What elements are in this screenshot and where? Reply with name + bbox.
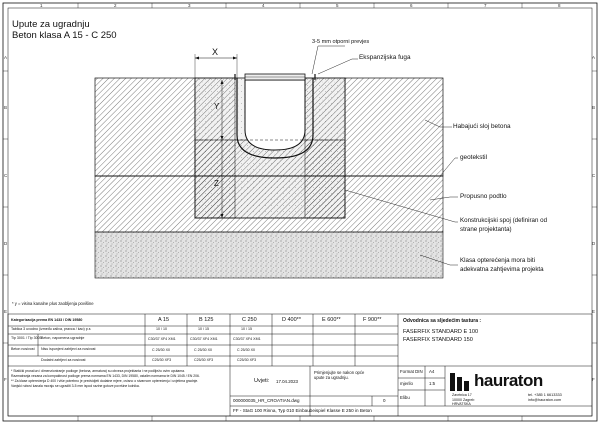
class-c250: C 250 [242,317,257,323]
grid-number-3: 3 [188,3,191,8]
grid-letter-e-right: E [592,309,596,314]
callout-load-class: Klasa opterećenja mora biti [460,257,535,264]
address-line-3: HRVATSKA [452,402,471,407]
company-logo-text: hauraton [474,371,543,390]
sheet-label: Elibu [400,395,410,400]
uvjeti-label: Uvjeti: [254,378,270,384]
scale-label: mjerilo [400,381,413,386]
format-label: Format DIN [400,369,423,374]
row-type-c: C30/37 XF4 XM1 [233,337,261,341]
row-dims-label: Tablica 3 uvodno (između zaliva, pravca / kao) p.s [11,327,91,331]
dim-x-label: X [212,47,219,57]
hauraton-logo-icon [450,373,472,391]
row-extra-sub: Dodatni zahtjevi za nosivost [41,358,86,362]
contact-email: info@hauraton.com [528,398,562,403]
products-title: Odvodnica sa sljedećim tastura : [403,318,482,324]
note-1: * Statički proračun i dimenzioniranje podloge (betona, armatura) su obveza projektanta i ne podliježu ovim uputama. [11,369,185,373]
class-b125: B 125 [199,317,214,323]
format-value: A4 [429,369,435,374]
grid-number-2: 2 [114,3,117,8]
grid-number-6: 6 [410,3,413,8]
grid-letter-a: A [4,55,8,60]
row-bearing-label: Beton nosivost [11,347,35,351]
product-1: FASERFIX STANDARD E 100 [403,329,479,335]
note-3: ** Za klase opterećenja D 400 i više potrebno je predvidjeti dodatne mjere, ovisno o stvarnom opterećenju i uvjetima gradnje. [11,379,199,384]
address-line-2: 10000 Zagreb [452,397,475,402]
row-bearing-a: C 25/30 X0 [152,348,170,352]
row-dims-b: 10 / 15 [198,327,209,331]
row-bearing-b: C 25/30 X0 [194,348,212,352]
row-bearing-sub: Nisu ispunjeni zahtjevi za nosivost [41,347,96,351]
company-address [452,393,474,407]
note-4: Vanjski rubovi kanala moraju se ugraditi 3-5 mm ispod razine gotove površine kolnika. [11,384,140,389]
grid-letter-b: B [4,105,8,110]
grid-number-7: 7 [484,3,487,8]
dim-y-label: Y [214,102,220,111]
uvjeti-date: 17.04.2023 [276,379,298,384]
row-extra-b: C25/30 XF3 [194,358,214,362]
contact-phone: tel. +385 1 6613333 [528,393,562,397]
class-d400: D 400** [282,317,301,323]
file-revision: 0 [383,398,386,403]
grid-number-4: 4 [262,3,265,8]
grid-letter-a-right: A [592,55,596,60]
notes-block [11,369,226,389]
table-header-label: Kategorizacija prema EN 1433 / DIN 19580 [11,318,83,322]
grid-letter-e: E [4,309,8,314]
title-line-2: Beton klasa A 15 - C 250 [12,30,117,41]
grid-number-8: 8 [558,3,561,8]
row-dims-a: 10 / 10 [156,327,167,331]
callout-subbase: Propusno podtlo [460,193,507,200]
grid-number-5: 5 [336,3,339,8]
callout-geotextile: geotekstil [460,154,487,161]
title-line-1: Upute za ugradnju [12,19,90,30]
row-extra-c: C25/30 XF3 [237,358,257,362]
class-e600: E 600** [322,317,341,323]
callout-overhang: 3-5 mm otporni prevjes [312,39,370,45]
drawing-title: FF - StaG 100 Rinna, Typ 010 Einbaubeispiel Klasse E 250 in Beton [233,408,372,413]
address-line-1: Zavrtnica 17 [452,393,472,397]
company-contact [528,393,562,404]
grid-letter-c-right: C [592,173,596,178]
callout-construction-joint: Konstrukcijski spoj (definiran od [460,217,548,224]
grid-letter-b-right: B [592,105,596,110]
row-type-label: Tip 3001 / Tip 3005 [11,336,42,340]
callout-wear-course: Habajući sloj betona [453,123,511,130]
row-extra-a: C25/30 XF3 [152,358,172,362]
file-name: 000000035_HR_CROATIAN.dwg [233,398,300,403]
callout-load-class-2: adekvatna zahtjevima projekta [460,266,544,273]
grid-letter-f-right: F [592,377,595,382]
class-f900: F 900** [363,317,382,323]
footnote: * y = visina kanalne plus zaobljenja povišine [12,301,94,306]
note-2: Razmatranja vezana za kompaktnost podloge prema normama EN 1433, DIN 19580, ostalim normama te DIN 1045 / EN 206. [11,374,200,379]
row-bearing-c: C 25/30 X0 [237,348,255,352]
dim-z-label: Z [214,179,219,188]
callout-expansion-joint: Ekspanzijska fuga [359,54,411,61]
grid-letter-d-right: D [592,241,596,246]
scale-value: 1:5 [429,381,436,386]
row-type-a: C30/37 XF4 XM1 [148,337,176,341]
row-type-sub: Beton, napomena ugradnje [41,336,85,340]
row-type-b: C30/37 XF4 XM1 [190,337,218,341]
grid-number-1: 1 [40,3,43,8]
callout-construction-joint-2: strane projektanta) [460,226,512,233]
grid-letter-d: D [4,241,8,246]
class-a15: A 15 [158,317,170,323]
primjena-note: Primjenjujte se nakon opće upute za ugradnju. [314,370,365,381]
row-dims-c: 10 / 15 [241,327,252,331]
product-2: FASERFIX STANDARD 150 [403,337,473,343]
grid-letter-f: F [4,377,7,382]
grid-letter-c: C [4,173,8,178]
